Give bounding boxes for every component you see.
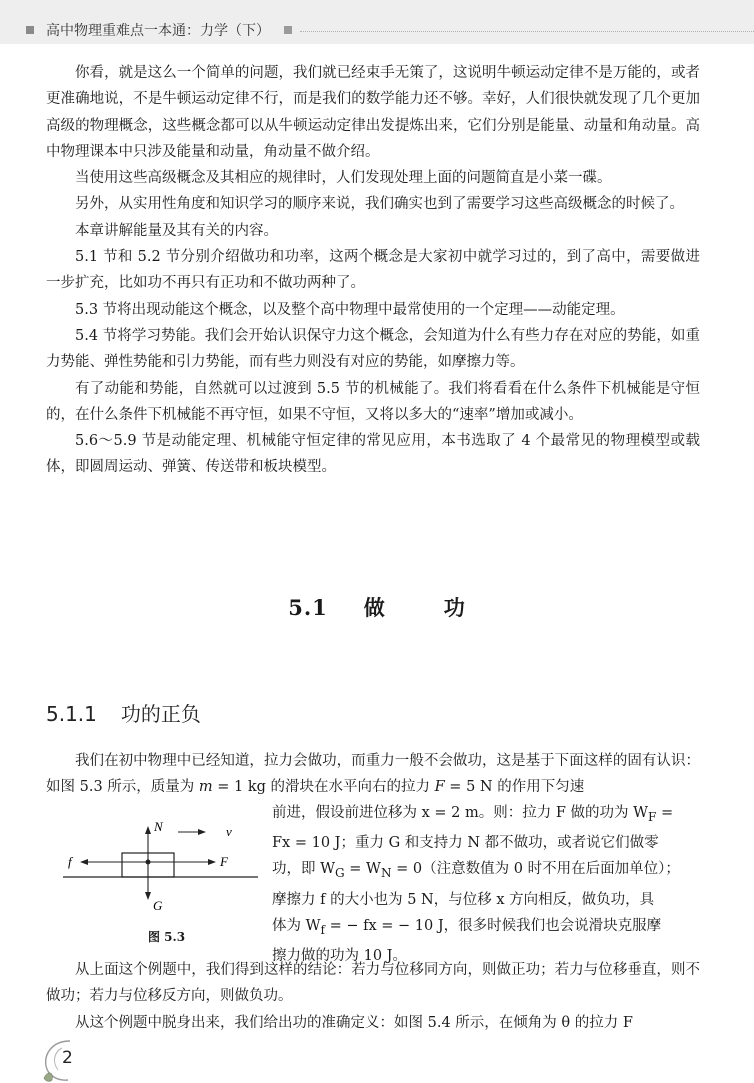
intro-paragraph: 当使用这些高级概念及其相应的规律时，人们发现处理上面的问题简直是小菜一碟。 [75, 170, 612, 187]
velocity-arrowhead [198, 829, 206, 835]
wrap-line: 擦力做的功为 10 J。 [272, 948, 407, 965]
text-run: 前进，假设前进位移为 x = 2 m。则：拉力 F 做的功为 W [272, 805, 649, 821]
text-run: = − fx = − 10 J，很多时候我们也会说滑块克服摩 [325, 917, 662, 934]
subscript: N [380, 866, 392, 881]
intro-paragraph: 你看，就是这么一个简单的问题，我们就已经束手无策了，这说明牛顿运动定律不是万能的，或者更准确地说，不是牛顿运动定律不行，而是我们的数学能力还不够。幸好，人们很快就发现了几个更加高级的物理概念，这些概念都可以从牛顿运动定律出发提炼出来，它们分别是能量、动量和角动量。高中物理课本中只涉及能量和动量，角动量不做介绍。 [46, 65, 700, 160]
page-header [0, 0, 754, 44]
intro-paragraph: 有了动能和势能，自然就可以过渡到 5.5 节的机械能了。我们将看看在什么条件下机械能是守恒的，在什么条件下机械能不再守恒，如果不守恒，又将以多大的“速率”增加或减小。 [46, 380, 700, 423]
header-square-left [26, 26, 34, 34]
intro-paragraph: 5.6～5.9 节是动能定理、机械能守恒定律的常见应用，本书选取了 4 个最常见的物理模型或载体，即圆周运动、弹簧、传送带和板块模型。 [46, 433, 700, 476]
section-title-char-1: 做 [363, 595, 386, 620]
subscript: f [320, 922, 325, 937]
intro-paragraph: 5.1 节和 5.2 节分别介绍做功和功率，这两个概念是大家初中就学习过的，到了高中，需要做进一步扩充，比如功不再只有正功和不做功两种了。 [46, 249, 700, 292]
header-square-right [284, 26, 292, 34]
example-paragraph [46, 748, 700, 801]
text-run: 体为 W [272, 917, 321, 934]
intro-text [46, 60, 700, 481]
label-G: G [153, 898, 163, 913]
subscript: G [335, 866, 345, 881]
wrap-line [272, 800, 700, 830]
section-title [0, 592, 754, 622]
var-F: F [434, 779, 445, 796]
text-run: 我们在初中物理中已经知道，拉力会做功，而重力一般不会做功，这是基于下面这样的固有认识：如图 5.3 所示，质量为 [46, 753, 700, 796]
figure-caption: 图 5.3 [148, 930, 186, 944]
conclusion-paragraph: 从这个例题中脱身出来，我们给出功的准确定义：如图 5.4 所示，在倾角为 θ 的拉力 F [75, 1014, 633, 1031]
wrap-line: 摩擦力 f 的大小也为 5 N，与位移 x 方向相反，做负功，具 [272, 891, 655, 908]
header-dotted-rule [300, 31, 754, 32]
text-run: = W [344, 861, 381, 878]
wrap-line [272, 856, 700, 886]
text-run: = 5 N 的作用下匀速 [444, 779, 585, 796]
intro-paragraph: 5.3 节将出现动能这个概念，以及整个高中物理中最常使用的一个定理——动能定理。 [75, 301, 625, 318]
subsection-number: 5.1.1 [46, 702, 97, 726]
label-F: F [220, 854, 228, 869]
friction-arrowhead [80, 859, 88, 865]
pull-force-arrowhead [208, 859, 216, 865]
subsection-heading [46, 698, 201, 727]
subscript: F [648, 809, 657, 824]
page-number: 2 [62, 1048, 73, 1068]
intro-paragraph: 本章讲解能量及其有关的内容。 [75, 222, 278, 239]
force-diagram [60, 818, 260, 923]
conclusion-paragraph: 从上面这个例题中，我们得到这样的结论：若力与位移同方向，则做正功；若力与位移垂直，则不做功；若力与位移反方向，则做负功。 [46, 962, 700, 1005]
text-run: = 0（注意数值为 0 时不用在后面加单位）； [391, 861, 680, 878]
normal-force-arrowhead [145, 826, 151, 834]
label-v: v [226, 824, 232, 839]
section-number: 5.1 [288, 595, 328, 620]
wrap-line [272, 913, 700, 943]
label-N: N [154, 819, 163, 834]
text-run: = 1 kg 的滑块在水平向右的拉力 [212, 779, 435, 796]
subsection-title: 功的正负 [120, 702, 201, 726]
intro-paragraph: 另外，从实用性角度和知识学习的顺序来说，我们确实也到了需要学习这些高级概念的时候了。 [75, 196, 684, 213]
text-run: 功，即 W [272, 861, 336, 878]
wrap-line: Fx = 10 J；重力 G 和支持力 N 都不做功，或者说它们做零 [272, 835, 659, 852]
header-book-title: 高中物理重难点一本通：力学（下） [46, 23, 270, 39]
var-m: m [198, 779, 213, 796]
label-f: f [68, 854, 72, 869]
figure-wrap-text [272, 800, 700, 969]
gravity-arrowhead [145, 892, 151, 900]
conclusion-text [46, 957, 700, 1036]
intro-paragraph: 5.4 节将学习势能。我们会开始认识保守力这个概念，会知道为什么有些力存在对应的势能，如重力势能、弹性势能和引力势能，而有些力则没有对应的势能，如摩擦力等。 [46, 327, 700, 371]
section-title-char-2: 功 [443, 595, 466, 620]
text-run: = [656, 805, 674, 821]
example-paragraph-lead [46, 748, 700, 801]
